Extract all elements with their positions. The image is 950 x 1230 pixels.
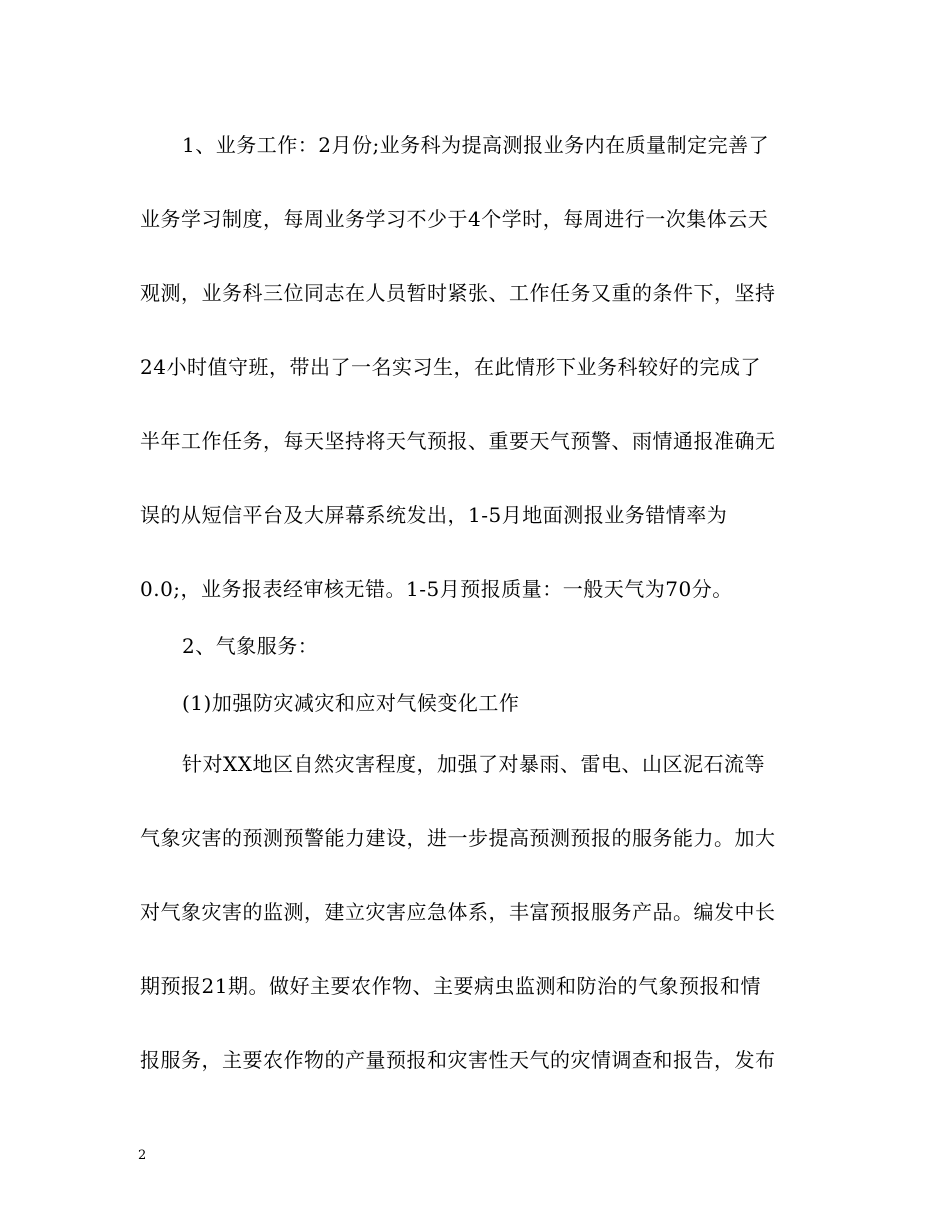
text-line: 气象灾害的预测预警能力建设，进一步提高预测预报的服务能力。加大 [140, 826, 776, 850]
text-line: 观测，业务科三位同志在人员暂时紧张、工作任务又重的条件下，坚持 [140, 281, 776, 305]
text-line: 对气象灾害的监测，建立灾害应急体系，丰富预报服务产品。编发中长 [140, 900, 776, 924]
text-line: 针对XX地区自然灾害程度，加强了对暴雨、雷电、山区泥石流等 [182, 752, 765, 776]
page-number: 2 [138, 1148, 147, 1163]
text-line: 业务学习制度，每周业务学习不少于4个学时，每周进行一次集体云天 [140, 207, 769, 231]
text-line: 报服务，主要农作物的产量预报和灾害性天气的灾情调查和报告，发布 [140, 1048, 776, 1072]
text-line: 24小时值守班，带出了一名实习生，在此情形下业务科较好的完成了 [140, 355, 761, 379]
text-line: 误的从短信平台及大屏幕系统发出，1-5月地面测报业务错情率为 [140, 503, 728, 527]
section-heading: 2、气象服务： [182, 634, 319, 658]
text-line: 1、业务工作：2月份;业务科为提高测报业务内在质量制定完善了 [182, 133, 770, 157]
subsection-heading: (1)加强防灾减灾和应对气候变化工作 [182, 691, 520, 715]
text-line: 0.0;，业务报表经审核无错。1-5月预报质量：一般天气为70分。 [140, 577, 733, 601]
text-line: 半年工作任务，每天坚持将天气预报、重要天气预警、雨情通报准确无 [140, 429, 776, 453]
text-line: 期预报21期。做好主要农作物、主要病虫监测和防治的气象预报和情 [140, 974, 761, 998]
